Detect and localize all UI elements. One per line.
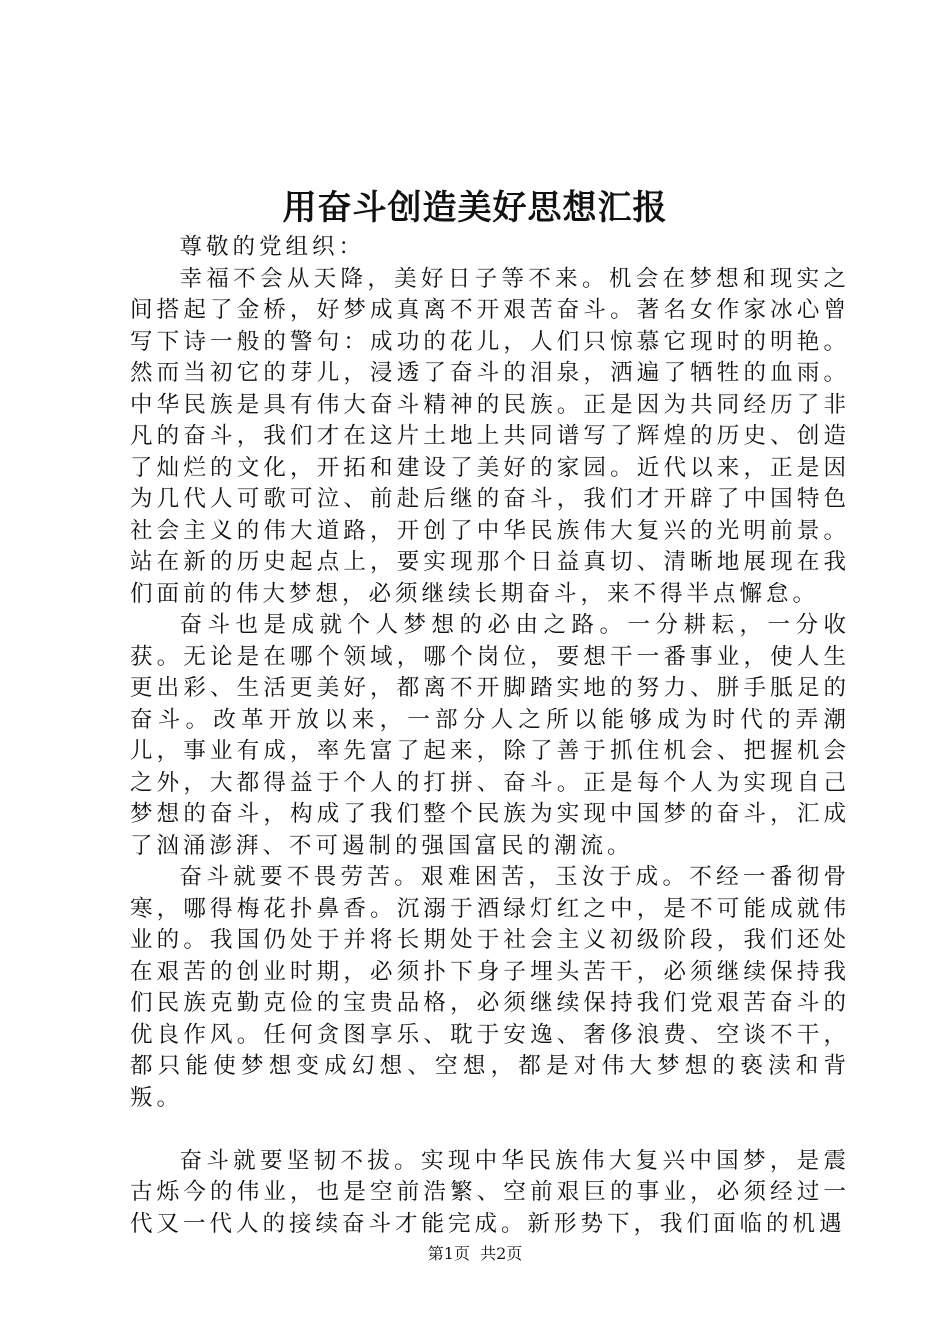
paragraph-4: 奋斗就要坚韧不拔。实现中华民族伟大复兴中国梦，是震古烁今的伟业，也是空前浩繁、空前艰巨的事业，必须经过一代又一代人的接续奋斗才能完成。新形势下，我们面临的机遇 [130,1147,850,1237]
page-number: 第1页 [427,1244,470,1263]
page-footer [0,1242,950,1266]
paragraph-1: 幸福不会从天降，美好日子等不来。机会在梦想和现实之间搭起了金桥，好梦成真离不开艰苦奋斗。著名女作家冰心曾写下诗一般的警句：成功的花儿，人们只惊慕它现时的明艳。然而当初它的芽儿，浸透了奋斗的泪泉，洒遍了牺牲的血雨。中华民族是具有伟大奋斗精神的民族。正是因为共同经历了非凡的奋斗，我们才在这片土地上共同谱写了辉煌的历史、创造了灿烂的文化，开拓和建设了美好的家园。近代以来，正是因为几代人可歌可泣、前赴后继的奋斗，我们才开辟了中国特色社会主义的伟大道路，开创了中华民族伟大复兴的光明前景。站在新的历史起点上，要实现那个日益真切、清晰地展现在我们面前的伟大梦想，必须继续长期奋斗，来不得半点懈怠。 [130,265,850,607]
paragraph-3: 奋斗就要不畏劳苦。艰难困苦，玉汝于成。不经一番彻骨寒，哪得梅花扑鼻香。沉溺于酒绿灯红之中，是不可能成就伟业的。我国仍处于并将长期处于社会主义初级阶段，我们还处在艰苦的创业时期，必须扑下身子埋头苦干，必须继续保持我们民族克勤克俭的宝贵品格，必须继续保持我们党艰苦奋斗的优良作风。任何贪图享乐、耽于安逸、奢侈浪费、空谈不干，都只能使梦想变成幻想、空想，都是对伟大梦想的亵渎和背叛。 [130,864,850,1111]
document-title: 用奋斗创造美好思想汇报 [282,188,668,228]
footer-separator [470,1244,480,1263]
page-total: 共2页 [480,1244,523,1263]
paragraph-2: 奋斗也是成就个人梦想的必由之路。一分耕耘，一分收获。无论是在哪个领域，哪个岗位，要想干一番事业，使人生更出彩、生活更美好，都离不开脚踏实地的努力、胼手胝足的奋斗。改革开放以来，一部分人之所以能够成为时代的弄潮儿，事业有成，率先富了起来，除了善于抓住机会、把握机会之外，大都得益于个人的打拼、奋斗。正是每个人为实现自己梦想的奋斗，构成了我们整个民族为实现中国梦的奋斗，汇成了汹涌澎湃、不可遏制的强国富民的潮流。 [130,612,850,859]
salutation: 尊敬的党组织： [179,234,366,260]
document-body [130,232,850,1240]
